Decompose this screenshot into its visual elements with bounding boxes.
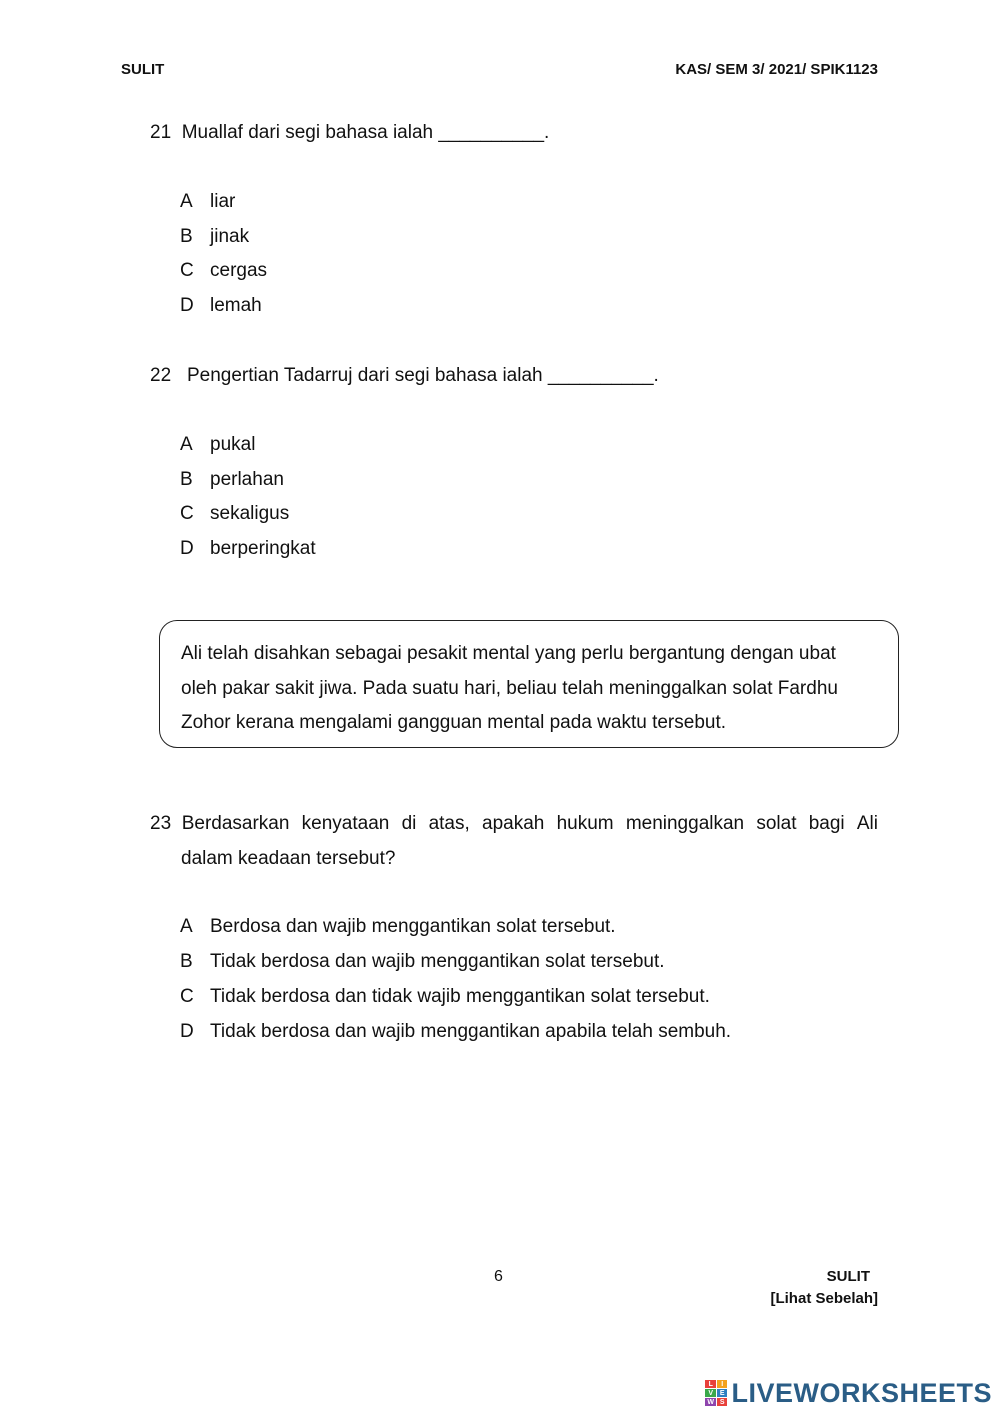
header-course-code: KAS/ SEM 3/ 2021/ SPIK1123: [675, 61, 878, 78]
option-letter: A: [180, 434, 193, 455]
logo-cell: S: [717, 1398, 728, 1406]
word: atas,: [428, 813, 470, 834]
question-text-line-2: dalam keadaan tersebut?: [181, 848, 396, 869]
logo-cell: E: [717, 1389, 728, 1397]
question-text: Muallaf dari segi bahasa ialah __________.: [181, 122, 550, 143]
option-text: liar: [210, 191, 236, 212]
option-23-b[interactable]: [180, 951, 665, 973]
option-letter: A: [180, 916, 193, 937]
option-text: pukal: [210, 434, 256, 455]
logo-grid-icon: [705, 1380, 727, 1406]
option-letter: D: [180, 1021, 194, 1042]
option-letter: C: [180, 503, 194, 524]
option-21-c[interactable]: [180, 260, 267, 282]
option-21-b[interactable]: [180, 226, 249, 248]
logo-text: LIVEWORKSHEETS: [731, 1377, 992, 1408]
liveworksheets-logo: [705, 1376, 992, 1410]
option-text: jinak: [210, 226, 250, 247]
passage-line-2: oleh pakar sakit jiwa. Pada suatu hari, beliau telah meninggalkan solat Fardhu: [181, 678, 838, 699]
question-23: [150, 813, 878, 870]
option-text: lemah: [210, 295, 262, 316]
passage-box: [159, 620, 899, 748]
option-letter: B: [180, 951, 193, 972]
logo-cell: W: [707, 1398, 715, 1406]
option-21-a[interactable]: [180, 191, 235, 213]
option-22-a[interactable]: [180, 434, 255, 456]
question-text-line-1: [150, 813, 878, 835]
logo-cell: V: [705, 1389, 716, 1397]
word: meninggalkan: [625, 813, 745, 834]
question-number: 23 Berdasarkan: [150, 813, 290, 834]
option-text: Tidak berdosa dan tidak wajib menggantikan solat tersebut.: [210, 986, 710, 1007]
option-23-d[interactable]: [180, 1021, 731, 1043]
option-letter: C: [180, 260, 194, 281]
word: di: [401, 813, 417, 834]
option-21-d[interactable]: [180, 295, 262, 317]
header-sulit: SULIT: [121, 61, 165, 78]
option-letter: B: [180, 469, 193, 490]
question-21: [150, 122, 549, 144]
option-text: cergas: [210, 260, 268, 281]
option-text: berperingkat: [210, 538, 316, 559]
option-22-b[interactable]: [180, 469, 284, 491]
option-23-c[interactable]: [180, 986, 710, 1008]
word: bagi: [808, 813, 845, 834]
option-letter: B: [180, 226, 193, 247]
question-text: Pengertian Tadarruj dari segi bahasa ialah __________.: [186, 365, 659, 386]
option-text: perlahan: [210, 469, 284, 490]
question-number: 22: [150, 365, 172, 386]
logo-cell: L: [705, 1380, 716, 1388]
question-22: [150, 365, 659, 387]
page-number: 6: [494, 1268, 503, 1285]
option-letter: D: [180, 538, 194, 559]
logo-cell: I: [717, 1380, 728, 1388]
option-letter: A: [180, 191, 193, 212]
option-text: Tidak berdosa dan wajib menggantikan apabila telah sembuh.: [210, 1021, 732, 1042]
option-letter: D: [180, 295, 194, 316]
question-number: 21: [150, 122, 172, 143]
option-text: sekaligus: [210, 503, 290, 524]
option-letter: C: [180, 986, 194, 1007]
word: Ali: [856, 813, 878, 834]
option-22-c[interactable]: [180, 503, 289, 525]
passage-line-3: Zohor kerana mengalami gangguan mental pada waktu tersebut.: [181, 712, 727, 733]
word: apakah: [482, 813, 545, 834]
option-22-d[interactable]: [180, 538, 316, 560]
footer-sulit: SULIT: [826, 1268, 870, 1285]
word: kenyataan: [301, 813, 390, 834]
word: hukum: [556, 813, 614, 834]
passage-line-1: Ali telah disahkan sebagai pesakit mental yang perlu bergantung dengan ubat: [181, 643, 836, 664]
option-text: Berdosa dan wajib menggantikan solat tersebut.: [210, 916, 616, 937]
footer-next-page: [Lihat Sebelah]: [770, 1290, 878, 1307]
option-23-a[interactable]: [180, 916, 616, 938]
option-text: Tidak berdosa dan wajib menggantikan solat tersebut.: [210, 951, 665, 972]
word: solat: [756, 813, 797, 834]
